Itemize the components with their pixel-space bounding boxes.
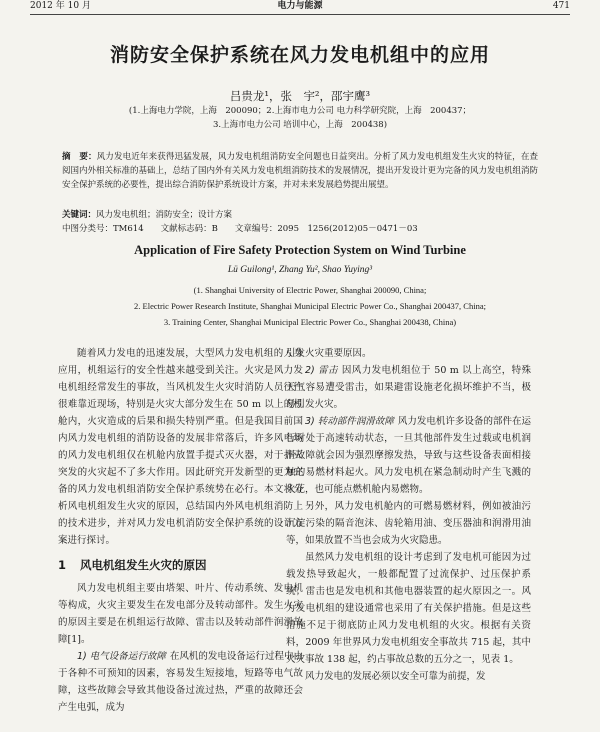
keywords-label: 关键词： — [62, 210, 97, 220]
authors-cn: 吕贵龙¹，张 宇²，邵宇鹰³ — [229, 89, 371, 103]
paragraph-text: 风力发电机许多设备的部件在运行时处于高速转动状态，一旦其他部件发生过载或电机润滑故障就会因为强烈摩擦发热，导致与这些设备表面相接触的易燃材料起火。风力发电机在紧急制动时产生飞溅的火花，也可能点燃机舱内易燃物。 — [286, 416, 531, 495]
section-heading — [58, 557, 303, 574]
section-title: 风电机组发生火灾的原因 — [80, 558, 207, 572]
affiliation-en-line: 2. Electric Power Research Institute, Shanghai Municipal Electric Power Co., Shanghai 200437, China; — [134, 301, 486, 311]
paragraph-text: 因风力发电机组位于 50 m 以上高空，特殊天气容易遭受雷击，如果避雷设施老化损坏维护不当，极易引发火灾。 — [286, 365, 531, 410]
running-header — [30, 0, 570, 15]
body-paragraph — [58, 648, 303, 716]
paragraph-text: 在风机的发电设备运行过程中由于各种不可预知的因素，容易发生短接地，短路等电气故障，这些故障会导致其他设备过流过热，严重的故障还会产生电弧，成为 — [58, 651, 303, 713]
classification-line: 中图分类号：TM614 文献标志码：B 文章编号：2095 1256(2012)05－0471－03 — [62, 224, 418, 234]
authors-en: Lü Guilong¹, Zhang Yu², Shao Yuying³ — [227, 265, 373, 275]
affiliations-cn — [40, 104, 560, 132]
affiliation-en-line: 3. Training Center, Shanghai Municipal Electric Power Co., Shanghai 200438, China) — [163, 317, 457, 327]
keywords-cn — [62, 208, 538, 220]
body-paragraph: 风力发电机组主要由塔架、叶片、传动系统、发电机等构成，火灾主要发生在发电部分及转动部件。发生火灾的原因主要是在机组运行故障、雷击以及转动部件润滑故障[1]。 — [58, 583, 303, 645]
section-number: 1 — [58, 558, 67, 572]
body-paragraph — [286, 362, 531, 413]
paper-title-cn: 消防安全保护系统在风力发电机组中的应用 — [109, 44, 490, 66]
run-in-heading: 2) 雷击 — [305, 365, 338, 376]
run-in-heading: 3) 转动部件润滑故障 — [305, 416, 394, 427]
affiliations-en — [60, 282, 560, 330]
body-paragraph: 引发火灾重要原因。 — [286, 348, 372, 359]
affiliation-en-line: (1. Shanghai University of Electric Power, Shanghai 200090, China; — [193, 285, 427, 295]
abstract-text: 风力发电近年来获得迅猛发展，风力发电机组消防安全问题也日益突出。分析了风力发电机组发生火灾的特征，在查阅国内外相关标准的基础上，总结了国内外有关风力发电机组消防技术的发展情况，提出开发设计更为完备的风力发电机组消防安全保护系统的必要性，提出综合消防保护系统设计方案，并对未来发展趋势提出展望。 — [62, 152, 539, 190]
journal-name: 电力与能源 — [277, 1, 323, 11]
body-paragraph: 风力发电的发展必须以安全可靠为前提，发 — [305, 671, 486, 682]
affiliation-cn-line: (1.上海电力学院，上海 200090；2.上海市电力公司 电力科学研究院，上海 200437； — [128, 106, 472, 116]
body-paragraph: 另外，风力发电机舱内的可燃易燃材料，例如被油污沉淀污染的隔音泡沫、齿轮箱用油、变压器油和润滑用油等，如果放置不当也会成为火灾隐患。 — [286, 501, 531, 546]
keywords-text: 风力发电机组；消防安全；设计方案 — [96, 210, 233, 220]
issue-date: 2012 年 10 月 — [30, 1, 91, 11]
abstract-label: 摘 要： — [62, 152, 97, 162]
intro-paragraph: 随着风力发电的迅速发展，大型风力发电机组的人身应用，机组运行的安全性越来越受到关注。火灾是风力发电机组经常发生的事故，当风机发生火灾时消防人员往往很难靠近现场，特别是火灾大部分发生在 50 m 以上的机舱内，火灾造成的后果和损失特别严重。但是我国目前国内风力发电机组的消防设备的发展非常落后，许多风电场的风力发电机组仅在机舱内放置手提式灭火器，对于扑灭突发的火灾起不了多大作用。因此研究开发新型的更为完备的风力发电机组消防安全保护系统势在必行。本文将分析风电机组发生火灾的原因，总结国内外风电机组消防上的技术进步，并对风力发电机消防安全保护系统的设计方案进行探讨。 — [58, 348, 303, 546]
body-column-right — [286, 345, 531, 685]
abstract-cn — [62, 150, 538, 192]
run-in-heading: 1) 电气设备运行故障 — [77, 651, 166, 662]
body-paragraph — [286, 413, 531, 498]
body-paragraph: 虽然风力发电机组的设计考虑到了发电机可能因为过载发热导致起火，一般都配置了过流保护、过压保护系统；雷击也是发电机和其他电器装置的起火原因之一。风力发电机组的建设通常也采用了有关保护措施。但是这些措施不足于彻底防止风力发电机组的火灾。根据有关资料，2009 年世界风力发电机组安全事故共 715 起，其中火灾事故 138 起，约占事故总数的五分之一，见表 1。 — [286, 552, 531, 665]
paper-title-en: Application of Fire Safety Protection System on Wind Turbine — [134, 243, 466, 257]
body-column-left — [58, 345, 303, 716]
affiliation-cn-line: 3.上海市电力公司 培训中心，上海 200438) — [212, 120, 388, 130]
page-number: 471 — [552, 1, 570, 11]
